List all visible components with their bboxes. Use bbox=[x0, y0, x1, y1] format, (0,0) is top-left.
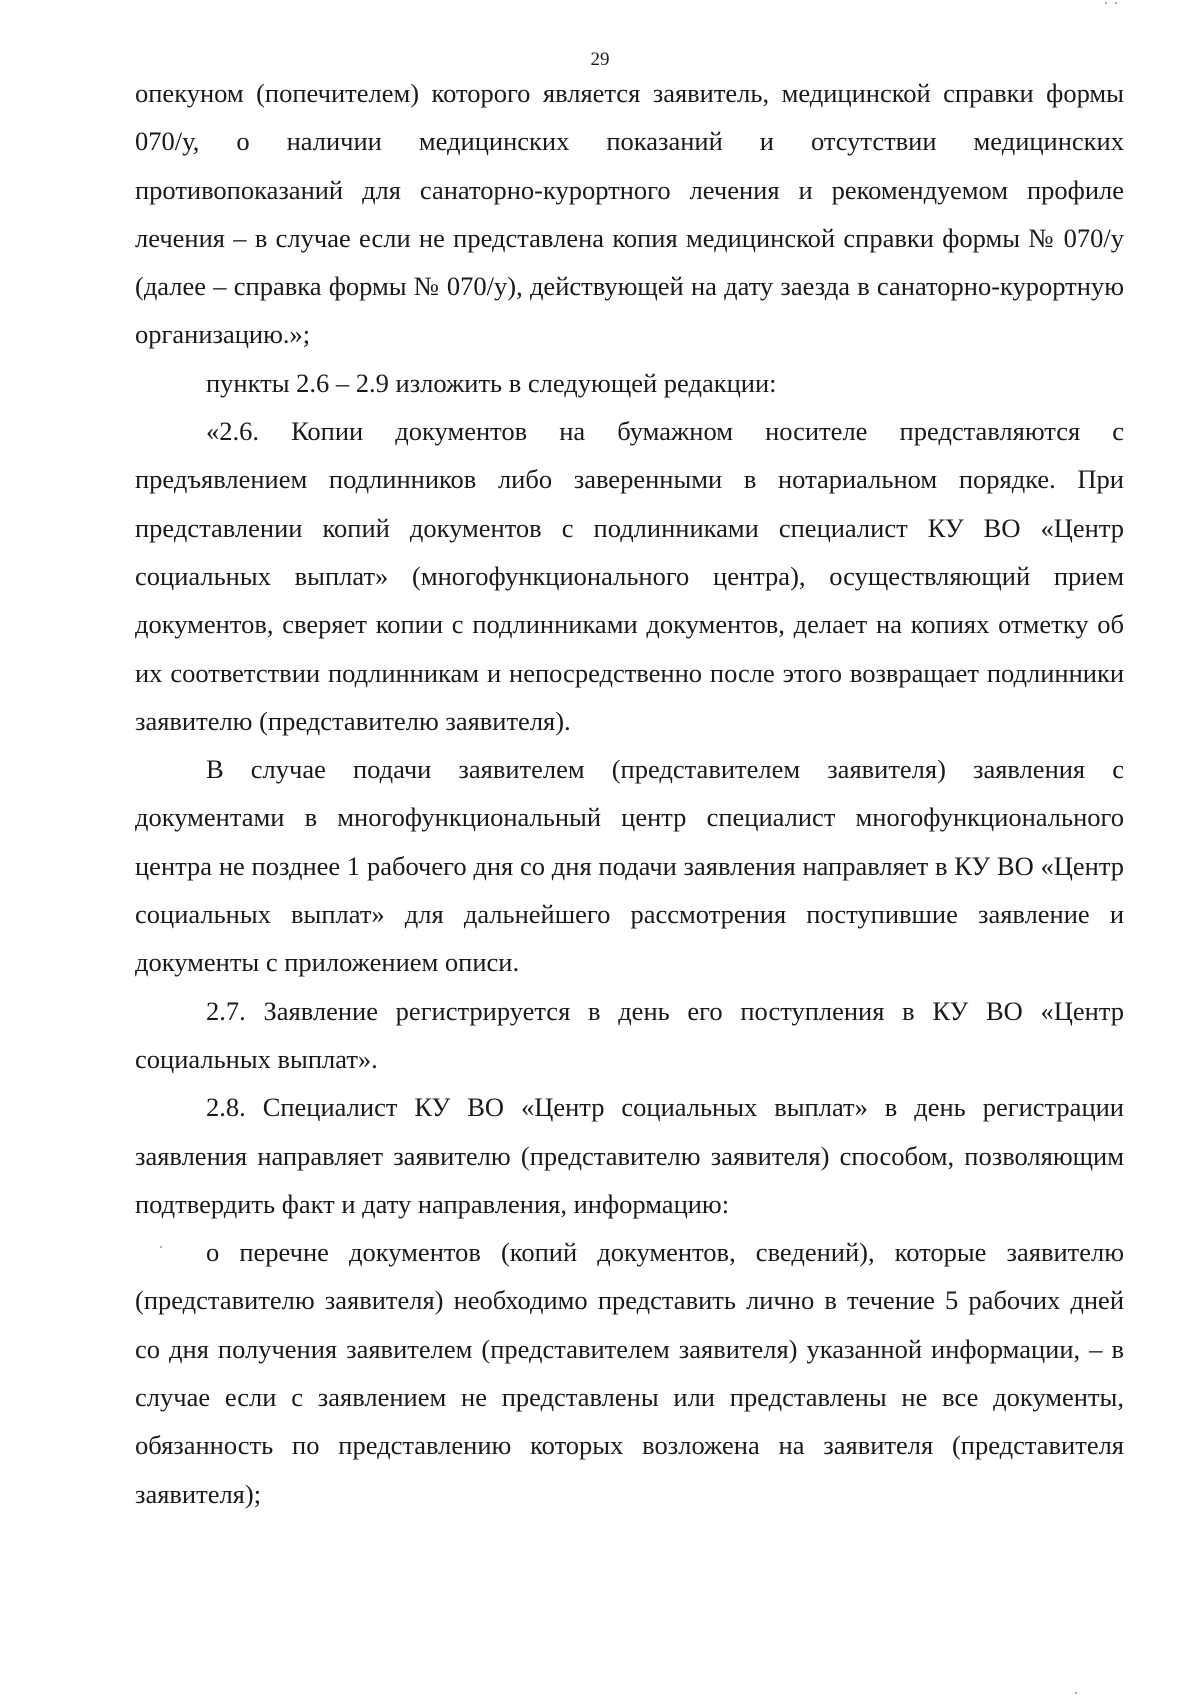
paragraph-amendment-intro: пункты 2.6 – 2.9 изложить в следующей редакции: bbox=[206, 367, 777, 398]
paragraph-continuation: опекуном (попечителем) которого является заявитель, медицинской справки формы 070/у, о наличии медицинских показаний и отсутствии медицинских противопоказаний для санаторно-курортного лечения и рекомендуемом профиле лечения – в случае если не представлена копия медицинской справки формы № 070/у (далее – справка формы № 070/у), действующей на дату заезда в санаторно-курортную организацию.»; bbox=[135, 78, 1124, 350]
paragraph-document-list: о перечне документов (копий документов, сведений), которые заявителю (представителю заявителя) необходимо представить лично в течение 5 рабочих дней со дня получения заявителем (представителем заявителя) указанной информации, – в случае если с заявлением не представлены или представлены не все документы, обязанность по представлению которых возложена на заявителя (представителя заявителя); bbox=[135, 1237, 1124, 1509]
paragraph-mfc-submission: В случае подачи заявителем (представителем заявителя) заявления с документами в многофункциональный центр специалист многофункционального центра не позднее 1 рабочего дня со дня подачи заявления направляет в КУ ВО «Центр социальных выплат» для дальнейшего рассмотрения поступившие заявление и документы с приложением описи. bbox=[135, 754, 1124, 978]
scan-speck bbox=[1075, 1692, 1077, 1694]
scan-speck bbox=[1115, 2, 1117, 4]
document-body bbox=[135, 69, 1124, 1518]
scan-speck bbox=[160, 1246, 162, 1248]
scan-speck bbox=[1105, 2, 1107, 4]
paragraph-2-7: 2.7. Заявление регистрируется в день его поступления в КУ ВО «Центр социальных выплат». bbox=[135, 995, 1124, 1074]
page-number: 29 bbox=[590, 49, 610, 70]
paragraph-2-8: 2.8. Специалист КУ ВО «Центр социальных выплат» в день регистрации заявления направляет заявителю (представителю заявителя) способом, позволяющим подтвердить факт и дату направления, информацию: bbox=[135, 1092, 1124, 1219]
paragraph-2-6: «2.6. Копии документов на бумажном носителе представляются с предъявлением подлинников либо заверенными в нотариальном порядке. При представлении копий документов с подлинниками специалист КУ ВО «Центр социальных выплат» (многофункционального центра), осуществляющий прием документов, сверяет копии с подлинниками документов, делает на копиях отметку об их соответствии подлинникам и непосредственно после этого возвращает подлинники заявителю (представителю заявителя). bbox=[135, 416, 1124, 736]
